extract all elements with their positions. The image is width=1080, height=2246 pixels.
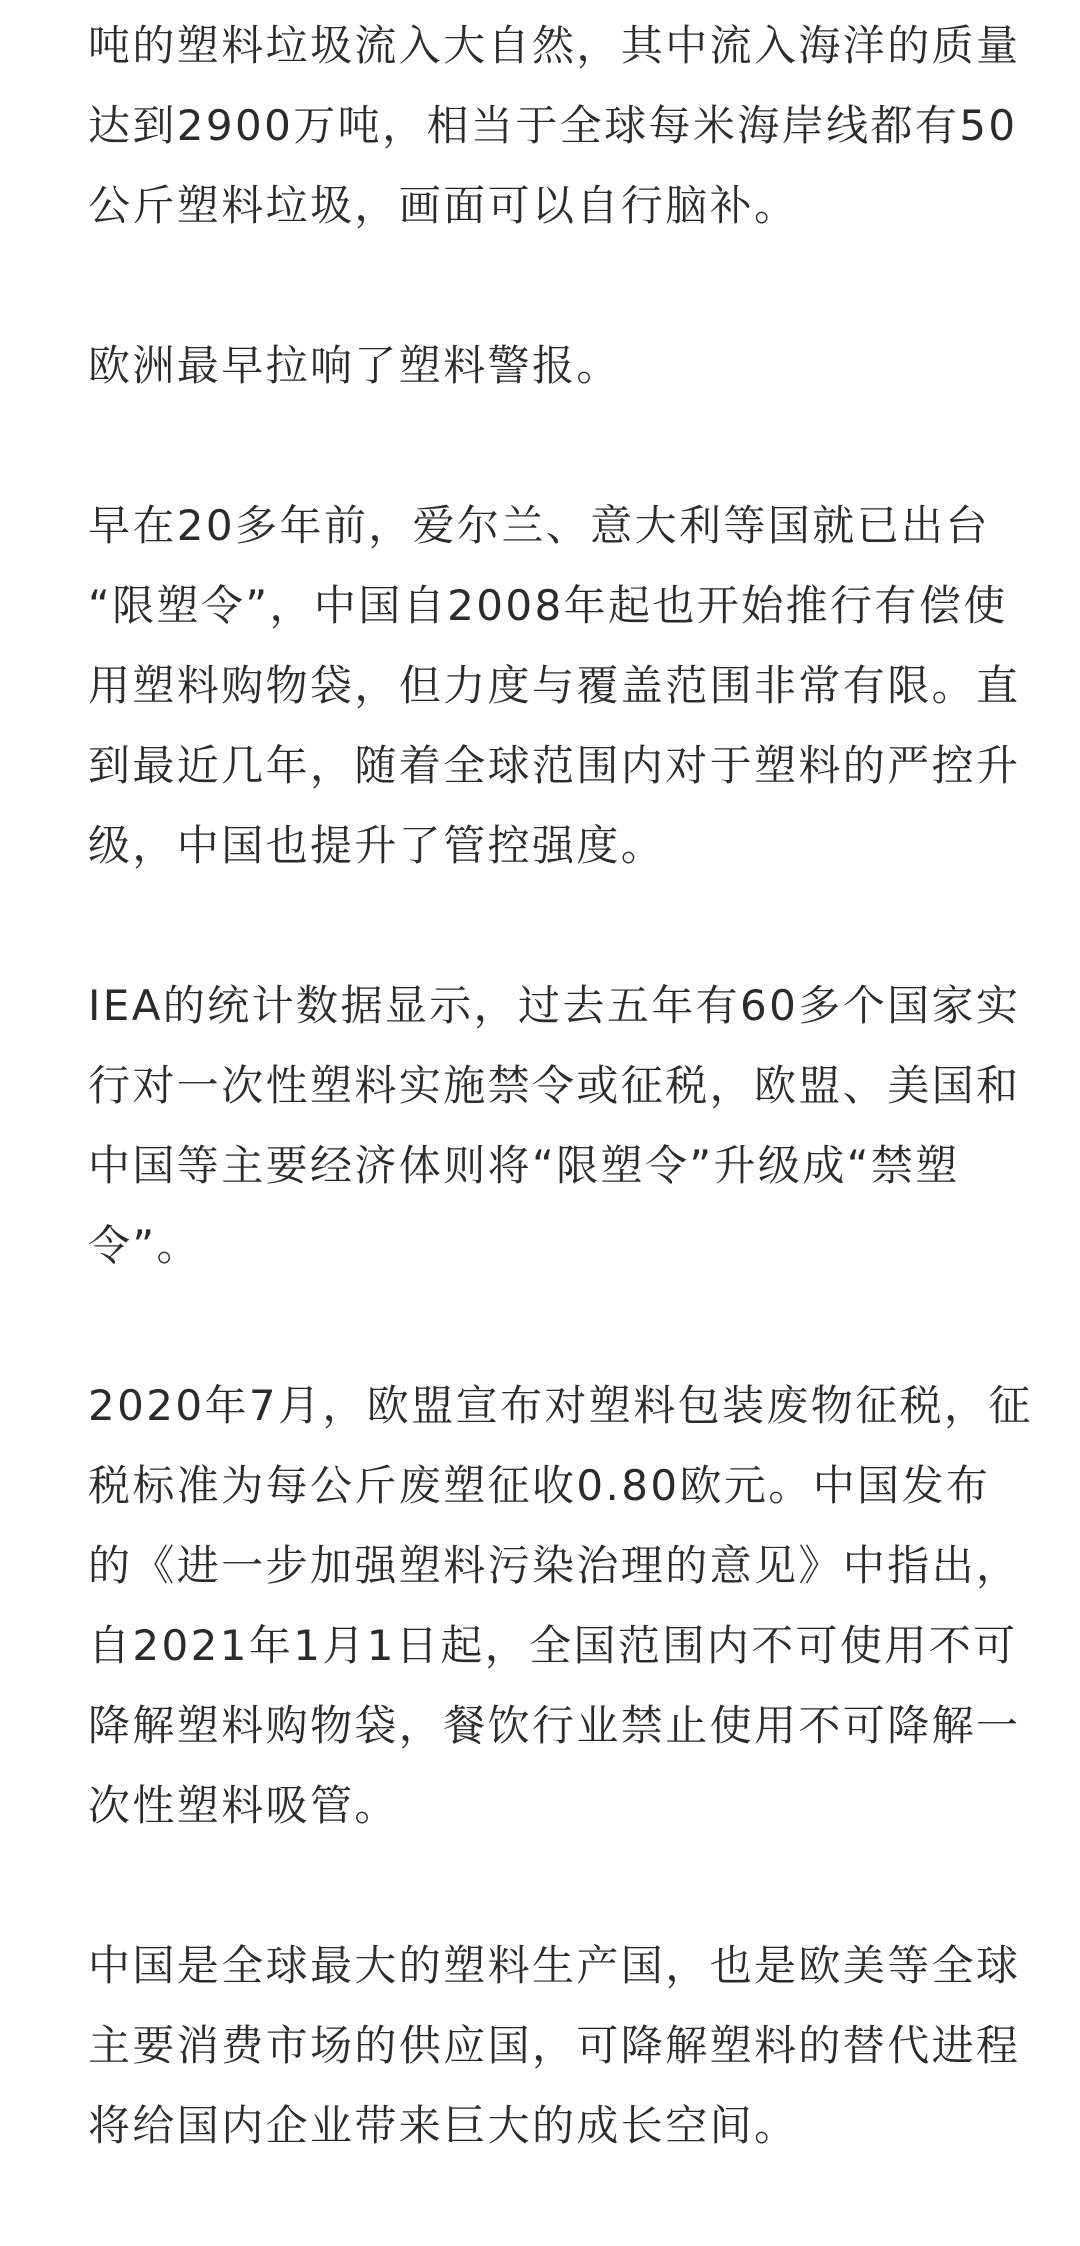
text-line: 达到2900万吨，相当于全球每米海岸线都有50 xyxy=(88,101,1018,150)
text-line: 自2021年1月1日起，全国范围内不可使用不可 xyxy=(88,1621,1018,1670)
text-line: 欧洲最早拉响了塑料警报。 xyxy=(88,341,621,390)
text-line: 中国等主要经济体则将“限塑令”升级成“禁塑 xyxy=(88,1141,960,1190)
paragraph-europe-alarm xyxy=(88,326,1008,406)
text-line: “限塑令”，中国自2008年起也开始推行有偿使 xyxy=(88,581,1008,630)
paragraph-china-market-outlook xyxy=(88,1926,1021,2166)
paragraph-plastic-waste xyxy=(88,6,1021,246)
text-line: 主要消费市场的供应国，可降解塑料的替代进程 xyxy=(88,2021,1021,2070)
paragraph-iea-statistics xyxy=(88,966,1021,1286)
text-line: 早在20多年前，爱尔兰、意大利等国就已出台 xyxy=(88,501,990,550)
text-line: 级，中国也提升了管控强度。 xyxy=(88,821,666,870)
paragraph-eu-tax-china-policy xyxy=(88,1366,1033,1846)
text-line: 的《进一步加强塑料污染治理的意见》中指出， xyxy=(88,1541,1021,1590)
text-line: 用塑料购物袋，但力度与覆盖范围非常有限。直 xyxy=(88,661,1021,710)
paragraph-plastic-restriction-history xyxy=(88,486,1021,886)
text-line: 公斤塑料垃圾，画面可以自行脑补。 xyxy=(88,181,799,230)
text-line: 2020年7月，欧盟宣布对塑料包装废物征税，征 xyxy=(88,1381,1033,1430)
text-line: 行对一次性塑料实施禁令或征税，欧盟、美国和 xyxy=(88,1061,1021,1110)
text-line: 降解塑料购物袋，餐饮行业禁止使用不可降解一 xyxy=(88,1701,1021,1750)
text-line: IEA的统计数据显示，过去五年有60多个国家实 xyxy=(88,981,1021,1030)
text-line: 令”。 xyxy=(88,1221,201,1270)
text-line: 税标准为每公斤废塑征收0.80欧元。中国发布 xyxy=(88,1461,991,1510)
article-body xyxy=(88,6,1033,2246)
text-line: 中国是全球最大的塑料生产国，也是欧美等全球 xyxy=(88,1941,1021,1990)
text-line: 到最近几年，随着全球范围内对于塑料的严控升 xyxy=(88,741,1021,790)
text-line: 次性塑料吸管。 xyxy=(88,1781,399,1830)
text-line: 吨的塑料垃圾流入大自然，其中流入海洋的质量 xyxy=(88,21,1021,70)
text-line: 将给国内企业带来巨大的成长空间。 xyxy=(88,2101,799,2150)
